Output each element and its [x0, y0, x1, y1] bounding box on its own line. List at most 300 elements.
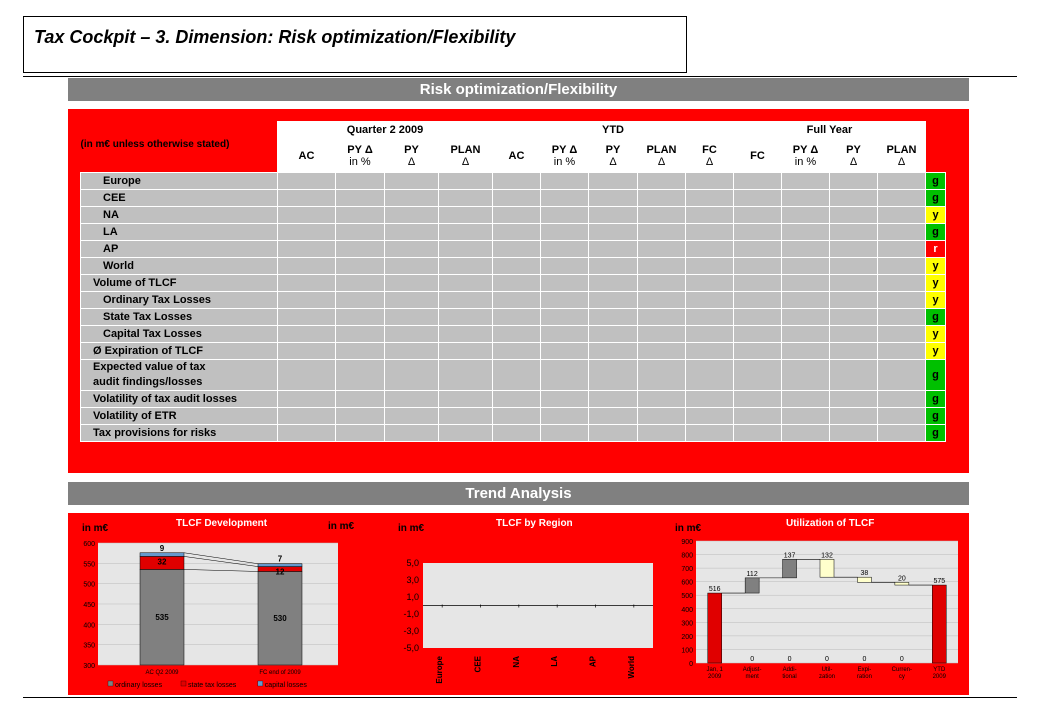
value-cell [830, 258, 878, 275]
x-tick-label: LA [550, 656, 560, 667]
value-cell [541, 241, 589, 258]
value-cell [782, 343, 830, 360]
unit-label: in m€ [675, 523, 702, 534]
zero-label: 0 [899, 656, 904, 663]
x-tick-label: cy [898, 674, 905, 680]
value-cell [439, 343, 493, 360]
data-label: 530 [273, 614, 287, 624]
value-cell [638, 408, 686, 425]
row-label: Volatility of ETR [81, 408, 278, 425]
y-tick-label: 500 [83, 581, 95, 589]
data-label: 516 [708, 586, 721, 594]
value-cell [493, 309, 541, 326]
value-cell [589, 224, 638, 241]
value-cell [493, 258, 541, 275]
value-cell [493, 391, 541, 408]
x-tick-label: AC Q2 2009 [145, 670, 179, 676]
value-cell [278, 173, 336, 190]
value-cell [493, 241, 541, 258]
value-cell [336, 425, 385, 442]
table-row [81, 309, 946, 326]
value-cell [589, 207, 638, 224]
x-tick-label: Europe [435, 656, 445, 684]
value-cell [385, 241, 439, 258]
y-tick-label: 200 [681, 633, 693, 641]
waterfall-bar [820, 559, 834, 577]
value-cell [278, 292, 336, 309]
waterfall-bar [708, 593, 722, 663]
page-title-box [23, 16, 687, 73]
value-cell [439, 224, 493, 241]
value-cell [439, 207, 493, 224]
chart-title: Utilization of TLCF [786, 518, 875, 529]
waterfall-bar [857, 577, 871, 582]
table-row [81, 173, 946, 190]
x-tick-label: YTD [933, 667, 946, 673]
page-title: Tax Cockpit – 3. Dimension: Risk optimization/Flexibility [34, 27, 516, 47]
group-header: Quarter 2 2009 [278, 122, 493, 139]
value-cell [493, 173, 541, 190]
value-cell [734, 408, 782, 425]
data-label: 38 [860, 570, 869, 578]
bar-segment [258, 564, 302, 567]
value-cell [541, 343, 589, 360]
value-cell [541, 275, 589, 292]
data-label: 535 [155, 613, 169, 623]
value-cell [830, 343, 878, 360]
value-cell [385, 190, 439, 207]
risk-table-panel [68, 109, 969, 473]
value-cell [541, 309, 589, 326]
value-cell [493, 207, 541, 224]
chart-title: TLCF by Region [496, 518, 573, 529]
row-label: Volatility of tax audit losses [81, 391, 278, 408]
value-cell [385, 343, 439, 360]
status-indicator: g [926, 360, 946, 391]
zero-label: 0 [750, 656, 755, 663]
value-cell [686, 190, 734, 207]
column-header: PLAN Δ [638, 139, 686, 173]
waterfall-bar [895, 582, 909, 585]
x-tick-label: Curren- [891, 667, 913, 673]
status-indicator: g [926, 173, 946, 190]
value-cell [385, 275, 439, 292]
value-cell [278, 343, 336, 360]
value-cell [638, 326, 686, 343]
value-cell [830, 326, 878, 343]
value-cell [734, 275, 782, 292]
y-tick-label: 450 [83, 602, 95, 609]
y-tick-label: -3,0 [403, 626, 419, 636]
value-cell [830, 224, 878, 241]
value-cell [734, 343, 782, 360]
value-cell [589, 391, 638, 408]
value-cell [878, 292, 926, 309]
data-label: 7 [277, 554, 283, 564]
value-cell [278, 309, 336, 326]
value-cell [686, 425, 734, 442]
row-label: Ø Expiration of TLCF [81, 343, 278, 360]
value-cell [686, 173, 734, 190]
value-cell [830, 241, 878, 258]
risk-section-header: Risk optimization/Flexibility [68, 78, 969, 101]
x-tick-label: tional [782, 674, 797, 680]
waterfall-bar [745, 578, 759, 593]
waterfall-bar [932, 585, 946, 663]
value-cell [734, 309, 782, 326]
value-cell [686, 241, 734, 258]
data-label: 132 [821, 552, 833, 560]
table-row [81, 207, 946, 224]
value-cell [878, 173, 926, 190]
column-header: PY Δ in % [541, 139, 589, 173]
value-cell [734, 292, 782, 309]
x-tick-label: CEE [473, 656, 483, 673]
value-cell [638, 275, 686, 292]
value-cell [589, 241, 638, 258]
table-row [81, 241, 946, 258]
value-cell [278, 224, 336, 241]
value-cell [336, 408, 385, 425]
value-cell [638, 343, 686, 360]
table-row [81, 224, 946, 241]
table-row [81, 425, 946, 442]
value-cell [734, 207, 782, 224]
status-indicator: g [926, 391, 946, 408]
y-tick-label: 300 [83, 663, 95, 670]
row-label: Europe [81, 173, 278, 190]
value-cell [638, 391, 686, 408]
status-indicator: y [926, 275, 946, 292]
value-cell [278, 190, 336, 207]
value-cell [439, 258, 493, 275]
y-tick-label: 600 [83, 541, 95, 548]
value-cell [385, 425, 439, 442]
value-cell [830, 391, 878, 408]
value-cell [878, 258, 926, 275]
column-header: AC [493, 139, 541, 173]
value-cell [336, 190, 385, 207]
value-cell [493, 425, 541, 442]
legend-swatch [108, 681, 113, 686]
value-cell [686, 207, 734, 224]
value-cell [336, 343, 385, 360]
value-cell [439, 326, 493, 343]
value-cell [878, 360, 926, 391]
y-tick-label: 700 [681, 566, 693, 574]
value-cell [336, 292, 385, 309]
value-cell [439, 425, 493, 442]
x-tick-label: AP [588, 656, 598, 668]
value-cell [439, 309, 493, 326]
value-cell [782, 275, 830, 292]
value-cell [782, 326, 830, 343]
value-cell [686, 292, 734, 309]
column-header: PLAN Δ [439, 139, 493, 173]
value-cell [878, 408, 926, 425]
status-indicator: y [926, 343, 946, 360]
value-cell [336, 275, 385, 292]
value-cell [589, 360, 638, 391]
x-tick-label: FC end of 2009 [259, 670, 301, 676]
zero-label: 0 [825, 656, 829, 663]
value-cell [439, 292, 493, 309]
value-cell [336, 207, 385, 224]
value-cell [686, 391, 734, 408]
value-cell [336, 224, 385, 241]
data-label: 9 [159, 543, 165, 553]
value-cell [336, 241, 385, 258]
table-row [81, 391, 946, 408]
value-cell [638, 360, 686, 391]
value-cell [638, 292, 686, 309]
value-cell [589, 343, 638, 360]
status-indicator: g [926, 224, 946, 241]
top-divider [23, 76, 1017, 77]
x-tick-label: 2009 [708, 674, 722, 680]
value-cell [782, 360, 830, 391]
value-cell [830, 425, 878, 442]
trend-panel [68, 513, 969, 695]
value-cell [782, 425, 830, 442]
risk-table [80, 121, 946, 442]
value-cell [686, 224, 734, 241]
row-label: Volume of TLCF [81, 275, 278, 292]
value-cell [686, 309, 734, 326]
status-indicator: y [926, 207, 946, 224]
value-cell [385, 173, 439, 190]
value-cell [734, 360, 782, 391]
x-tick-label: zation [818, 674, 836, 680]
legend-label: state tax losses [188, 682, 237, 689]
y-tick-label: 0 [689, 661, 693, 668]
value-cell [493, 360, 541, 391]
row-label: CEE [81, 190, 278, 207]
value-cell [439, 275, 493, 292]
x-tick-label: Expi- [857, 667, 872, 673]
y-tick-label: 900 [681, 539, 693, 546]
y-tick-label: 300 [681, 620, 693, 628]
group-header: YTD [493, 122, 734, 139]
data-label: 12 [275, 567, 285, 577]
value-cell [878, 224, 926, 241]
value-cell [830, 309, 878, 326]
trend-section-header: Trend Analysis [68, 482, 969, 505]
value-cell [493, 292, 541, 309]
row-label: World [81, 258, 278, 275]
value-cell [638, 173, 686, 190]
value-cell [541, 408, 589, 425]
value-cell [638, 207, 686, 224]
value-cell [734, 425, 782, 442]
value-cell [686, 408, 734, 425]
value-cell [782, 207, 830, 224]
value-cell [830, 207, 878, 224]
y-tick-label: 1,0 [406, 592, 419, 602]
value-cell [278, 360, 336, 391]
value-cell [541, 258, 589, 275]
value-cell [336, 360, 385, 391]
value-cell [439, 408, 493, 425]
value-cell [589, 292, 638, 309]
unit-note: (in m€ unless otherwise stated) [80, 138, 230, 150]
value-cell [589, 408, 638, 425]
value-cell [782, 224, 830, 241]
y-tick-label: 550 [83, 561, 95, 569]
value-cell [878, 391, 926, 408]
status-indicator: g [926, 408, 946, 425]
value-cell [830, 292, 878, 309]
value-cell [439, 173, 493, 190]
value-cell [385, 309, 439, 326]
value-cell [734, 241, 782, 258]
data-label: 575 [933, 578, 946, 586]
value-cell [782, 173, 830, 190]
value-cell [878, 309, 926, 326]
value-cell [734, 173, 782, 190]
table-row [81, 326, 946, 343]
value-cell [589, 425, 638, 442]
value-cell [589, 258, 638, 275]
value-cell [878, 343, 926, 360]
value-cell [686, 275, 734, 292]
value-cell [336, 326, 385, 343]
value-cell [878, 190, 926, 207]
data-label: 20 [897, 575, 906, 583]
value-cell [782, 408, 830, 425]
row-label: AP [81, 241, 278, 258]
x-tick-label: 2009 [932, 674, 946, 680]
column-header: PY Δ [385, 139, 439, 173]
value-cell [541, 207, 589, 224]
value-cell [589, 190, 638, 207]
value-cell [336, 258, 385, 275]
value-cell [541, 292, 589, 309]
value-cell [439, 391, 493, 408]
value-cell [541, 391, 589, 408]
row-label: State Tax Losses [81, 309, 278, 326]
y-tick-label: 350 [83, 642, 95, 650]
status-indicator: y [926, 326, 946, 343]
value-cell [336, 309, 385, 326]
value-cell [336, 391, 385, 408]
table-row [81, 343, 946, 360]
value-cell [638, 425, 686, 442]
status-indicator: g [926, 425, 946, 442]
value-cell [878, 275, 926, 292]
value-cell [385, 326, 439, 343]
y-tick-label: 100 [681, 647, 693, 655]
column-header: PY Δ [830, 139, 878, 173]
value-cell [830, 173, 878, 190]
x-tick-label: Util- [821, 667, 833, 673]
status-indicator: y [926, 292, 946, 309]
value-cell [734, 224, 782, 241]
value-cell [385, 360, 439, 391]
column-header: PY Δ in % [782, 139, 830, 173]
value-cell [638, 258, 686, 275]
value-cell [878, 207, 926, 224]
status-indicator: r [926, 241, 946, 258]
value-cell [278, 207, 336, 224]
value-cell [278, 408, 336, 425]
waterfall-bar [783, 559, 797, 578]
unit-label: in m€ [82, 523, 109, 534]
x-tick-label: Adjust- [742, 667, 762, 673]
value-cell [782, 391, 830, 408]
value-cell [589, 173, 638, 190]
trend-charts [68, 513, 969, 695]
value-cell [439, 190, 493, 207]
value-cell [589, 326, 638, 343]
value-cell [493, 326, 541, 343]
row-label: Expected value of tax audit findings/losses [81, 360, 278, 391]
unit-label: in m€ [328, 521, 355, 532]
value-cell [385, 207, 439, 224]
status-indicator: g [926, 309, 946, 326]
column-header: PLAN Δ [878, 139, 926, 173]
value-cell [638, 309, 686, 326]
column-header: PY Δ [589, 139, 638, 173]
value-cell [638, 224, 686, 241]
legend-swatch [181, 681, 186, 686]
value-cell [278, 258, 336, 275]
y-tick-label: -1,0 [403, 609, 419, 619]
y-tick-label: -5,0 [403, 643, 419, 653]
data-label: 137 [783, 552, 796, 560]
column-header: FC [734, 139, 782, 173]
value-cell [493, 408, 541, 425]
value-cell [782, 190, 830, 207]
row-label: Tax provisions for risks [81, 425, 278, 442]
data-label: 32 [157, 557, 167, 567]
value-cell [782, 258, 830, 275]
value-cell [278, 425, 336, 442]
column-header: AC [278, 139, 336, 173]
value-cell [782, 241, 830, 258]
chart-title: TLCF Development [176, 518, 268, 529]
value-cell [385, 258, 439, 275]
value-cell [385, 408, 439, 425]
status-indicator: y [926, 258, 946, 275]
y-tick-label: 400 [83, 622, 95, 630]
value-cell [336, 173, 385, 190]
value-cell [493, 343, 541, 360]
status-spacer [926, 122, 946, 139]
value-cell [686, 343, 734, 360]
group-header: Full Year [734, 122, 926, 139]
value-cell [493, 275, 541, 292]
value-cell [830, 360, 878, 391]
row-label: LA [81, 224, 278, 241]
value-cell [385, 391, 439, 408]
value-cell [686, 258, 734, 275]
value-cell [638, 190, 686, 207]
zero-label: 0 [787, 656, 792, 663]
y-tick-label: 3,0 [406, 575, 419, 585]
value-cell [541, 224, 589, 241]
value-cell [439, 241, 493, 258]
value-cell [878, 326, 926, 343]
status-indicator: g [926, 190, 946, 207]
value-cell [638, 241, 686, 258]
x-tick-label: ration [856, 674, 872, 680]
x-tick-label: Addi- [782, 667, 797, 673]
value-cell [878, 425, 926, 442]
value-cell [589, 309, 638, 326]
value-cell [734, 190, 782, 207]
table-row [81, 258, 946, 275]
